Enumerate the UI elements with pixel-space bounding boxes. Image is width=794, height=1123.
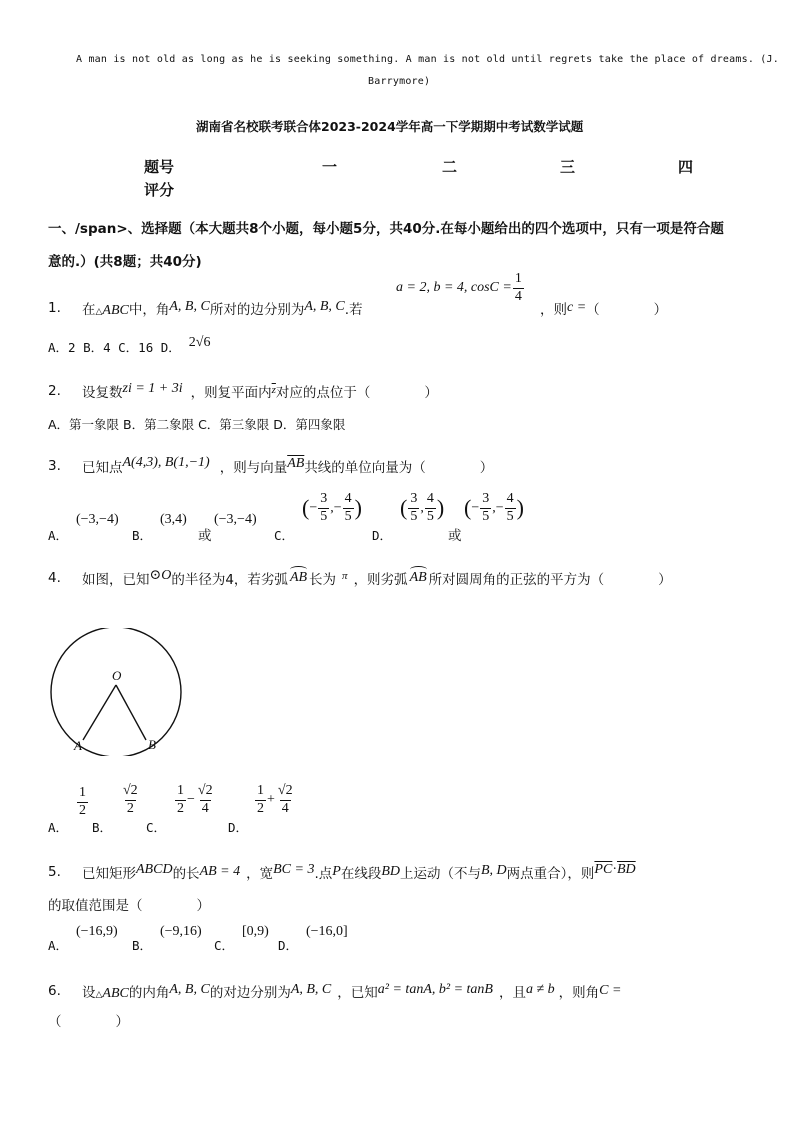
frac-num: 1	[257, 783, 264, 798]
q3-text	[82, 456, 493, 477]
q5-ab: AB = 4	[199, 864, 241, 879]
q1-t1: 在	[82, 302, 96, 318]
q6-t3: 的对边分别为	[209, 985, 291, 1001]
q5-number: 5.	[48, 864, 61, 880]
q4-t2: 的半径为4，若劣弧	[171, 572, 288, 588]
q6-number: 6.	[48, 983, 61, 999]
q1-number: 1.	[48, 300, 61, 316]
q6-t2: 的内角	[128, 985, 170, 1001]
frac-num: 4	[426, 491, 434, 506]
q3-vector: $\overline{AB}$	[287, 456, 305, 471]
frac-den: 5	[506, 508, 514, 524]
q1-t4: .若	[344, 302, 363, 318]
q1-vars2: A, B, C	[304, 299, 345, 314]
q3-option-a-label: A．	[48, 528, 69, 543]
exam-title: 湖南省名校联考联合体2023-2024学年高一下学期期中考试数学试题	[196, 119, 584, 134]
q3-option-b1: (3,4)	[160, 512, 187, 527]
q1-t2: 中，角	[128, 302, 170, 318]
q4-option-c-label: C．	[146, 820, 167, 835]
q5-option-c-label: C．	[214, 938, 235, 953]
q5-t3: ，宽	[246, 866, 274, 882]
radius-ob	[116, 685, 146, 740]
q2-options: A．第一象限 B．第二象限 C．第三象限 D．第四象限	[48, 417, 346, 432]
frac-num: √2	[123, 783, 138, 798]
label-o: O	[112, 668, 122, 683]
q2-t3: 对应的点位于（ ）	[275, 385, 438, 401]
q6-abc: ABC	[102, 986, 129, 1001]
q1-condition	[396, 272, 525, 304]
q4-circle-figure	[40, 628, 200, 756]
q5-t2: 的长	[172, 866, 200, 882]
q3-option-d1: ( $\frac{3}{5}$ , $\frac{4}{5}$ )	[400, 491, 445, 524]
q1-options	[48, 335, 211, 357]
q5-t1: 已知矩形	[82, 866, 136, 882]
q4-arc-ab-2: AB	[409, 570, 427, 585]
q4-option-b-label: B．	[92, 820, 113, 835]
q5-vector-bd: $\overline{BD}$	[616, 862, 636, 877]
comma: ,	[330, 500, 334, 516]
frac-den: 2	[177, 800, 184, 816]
q6-neq: a ≠ b	[525, 982, 555, 997]
q4-t3: 长为	[309, 572, 337, 588]
q5-option-b-label: B．	[132, 938, 153, 953]
frac-num: 1	[79, 785, 86, 800]
frac-den: 5	[344, 508, 352, 524]
q4-option-a	[76, 786, 89, 818]
q3-option-d2: (− $\frac{3}{5}$ ,− $\frac{4}{5}$ )	[464, 491, 524, 524]
quote-line-2: Barrymore)	[368, 76, 431, 87]
q5-bd: BD	[381, 864, 400, 879]
q5-bc: BC = 3	[273, 862, 315, 877]
frac-num: 4	[344, 491, 352, 506]
q5-vector-pc: $\overline{PC}$	[594, 862, 613, 877]
neg-sign: −	[333, 500, 342, 516]
q5-rect: ABCD	[136, 862, 173, 877]
q3-option-d-label: D．	[372, 528, 393, 543]
q1-cond: a = 2, b = 4, cosC =	[396, 280, 512, 296]
q3-option-b2: (−3,−4)	[214, 512, 257, 527]
minus: −	[187, 792, 195, 808]
q3-option-c-label: C．	[274, 528, 295, 543]
frac-den: 5	[482, 508, 490, 524]
q1-c-eq: c =	[567, 300, 587, 315]
q4-pi: π	[342, 570, 348, 582]
neg-sign: −	[471, 500, 480, 516]
q5-option-c: [0,9)	[242, 924, 269, 939]
frac-den: 4	[281, 800, 289, 816]
q5-text	[82, 862, 636, 883]
q5-t6: 上运动（不与	[400, 866, 481, 882]
frac-den: 2	[79, 802, 86, 818]
frac-den: 4	[201, 800, 209, 816]
q2-t2: ，则复平面内	[190, 385, 272, 401]
q5-option-d-label: D．	[278, 938, 299, 953]
q5-option-b: (−9,16)	[160, 924, 202, 939]
q5-t7: 两点重合），则	[506, 866, 595, 882]
section-heading-line-2: 意的.）(共8题；共40分)	[48, 254, 202, 270]
q6-c-eq: C =	[599, 983, 622, 998]
circle	[51, 628, 181, 756]
q5-t4: .点	[314, 866, 333, 882]
q2-zbar: z	[271, 384, 276, 396]
q4-option-d	[254, 784, 296, 816]
frac-den: 2	[257, 800, 264, 816]
q1-text	[82, 298, 363, 319]
q3-or-2: 或	[448, 528, 462, 544]
q4-option-a-label: A．	[48, 820, 69, 835]
score-table-row-label-number: 题号	[144, 158, 175, 176]
q3-or-1: 或	[198, 528, 212, 544]
q1-frac-num: 1	[514, 271, 522, 286]
q3-t3: 共线的单位向量为（ ）	[304, 460, 494, 476]
triangle-symbol: △	[95, 990, 103, 1000]
q4-option-c	[174, 784, 216, 816]
q6-t5: ，且	[498, 985, 526, 1001]
neg-sign: −	[495, 500, 504, 516]
q5-option-d: (−16,0]	[306, 924, 348, 939]
frac-num: 3	[320, 491, 328, 506]
score-col-1: 一	[322, 158, 338, 176]
frac-num: √2	[277, 783, 293, 798]
q3-number: 3.	[48, 458, 61, 474]
q4-option-b	[120, 784, 141, 816]
q6-vars: A, B, C	[169, 982, 210, 997]
quote-line-1: A man is not old as long as he is seeking something. A man is not old until regrets take the place of dreams. (J.	[76, 54, 779, 65]
q5-option-a-label: A．	[48, 938, 69, 953]
q6-text	[82, 981, 621, 1002]
q4-t5: 所对圆周角的正弦的平方为（ ）	[428, 572, 672, 588]
radius-oa	[83, 685, 116, 740]
q1-vars: A, B, C	[169, 299, 210, 314]
q1-option-d: 2√6	[188, 335, 211, 350]
neg-sign: −	[309, 500, 318, 516]
frac-den: 5	[410, 508, 418, 524]
q6-answer-blank: （ ）	[48, 1014, 129, 1030]
q2-t1: 设复数	[82, 385, 123, 401]
label-a: A	[74, 738, 82, 753]
q4-t4: ，则劣弧	[353, 572, 408, 588]
q6-t1: 设	[82, 985, 96, 1001]
q5-bd2: B, D	[481, 863, 507, 878]
q1-frac-den: 4	[514, 288, 522, 304]
q1-t6: （ ）	[586, 302, 668, 318]
score-col-2: 二	[442, 158, 458, 176]
q3-t2: ，则与向量	[219, 460, 288, 476]
q3-option-b-label: B．	[132, 528, 153, 543]
frac-num: 1	[177, 783, 184, 798]
q5-text-line-2: 的取值范围是（ ）	[48, 898, 210, 914]
q3-option-c: (− $\frac{3}{5}$ ,− $\frac{4}{5}$ )	[302, 491, 362, 524]
section-heading-line-1: 一、/span>、选择题（本大题共8个小题，每小题5分，共40分.在每小题给出的四个选项中，只有一项是符合题	[48, 221, 724, 237]
q1-abc: ABC	[102, 303, 129, 318]
q2-expr: zi = 1 + 3i	[122, 381, 183, 396]
q5-p: P	[332, 864, 341, 879]
frac-den: 5	[320, 508, 328, 524]
frac-num: 3	[410, 491, 418, 506]
frac-num: √2	[197, 783, 213, 798]
q6-t6: ，则角	[558, 985, 600, 1001]
q6-vars2: A, B, C	[290, 982, 332, 997]
q3-t1: 已知点	[82, 460, 123, 476]
q4-circle-o: ⊙O	[149, 568, 172, 583]
q3-option-a: (−3,−4)	[76, 512, 119, 527]
q2-text	[82, 381, 438, 402]
frac-den: 5	[426, 508, 434, 524]
score-col-3: 三	[560, 158, 576, 176]
q1-t5: ，则	[540, 302, 567, 318]
comma: ,	[492, 500, 496, 516]
q5-option-a: (−16,9)	[76, 924, 118, 939]
frac-num: 4	[506, 491, 514, 506]
q6-cond: a² = tanA, b² = tanB	[377, 982, 493, 997]
score-col-4: 四	[678, 158, 694, 176]
q5-dot: ·	[612, 862, 617, 877]
frac-num: 3	[482, 491, 490, 506]
q1-t3: 所对的边分别为	[209, 302, 305, 318]
q1-tail	[540, 298, 667, 319]
q4-arc-ab: AB	[289, 570, 308, 585]
q1-fraction	[513, 272, 524, 304]
q6-t4: ，已知	[337, 985, 378, 1001]
comma: ,	[420, 500, 424, 516]
q4-t1: 如图，已知	[82, 572, 150, 588]
q3-points: A(4,3), B(1,−1)	[122, 455, 210, 470]
q1-options-text: A．2 B．4 C．16 D．	[48, 340, 181, 355]
q2-number: 2.	[48, 383, 61, 399]
q4-text	[82, 568, 672, 589]
q5-t5: 在线段	[340, 866, 382, 882]
triangle-symbol: △	[95, 307, 103, 317]
q4-number: 4.	[48, 570, 61, 586]
frac-den: 2	[126, 800, 134, 816]
q4-option-d-label: D．	[228, 820, 249, 835]
label-b: B	[148, 737, 156, 752]
score-table-row-label-score: 评分	[144, 181, 175, 199]
plus: +	[267, 792, 275, 808]
